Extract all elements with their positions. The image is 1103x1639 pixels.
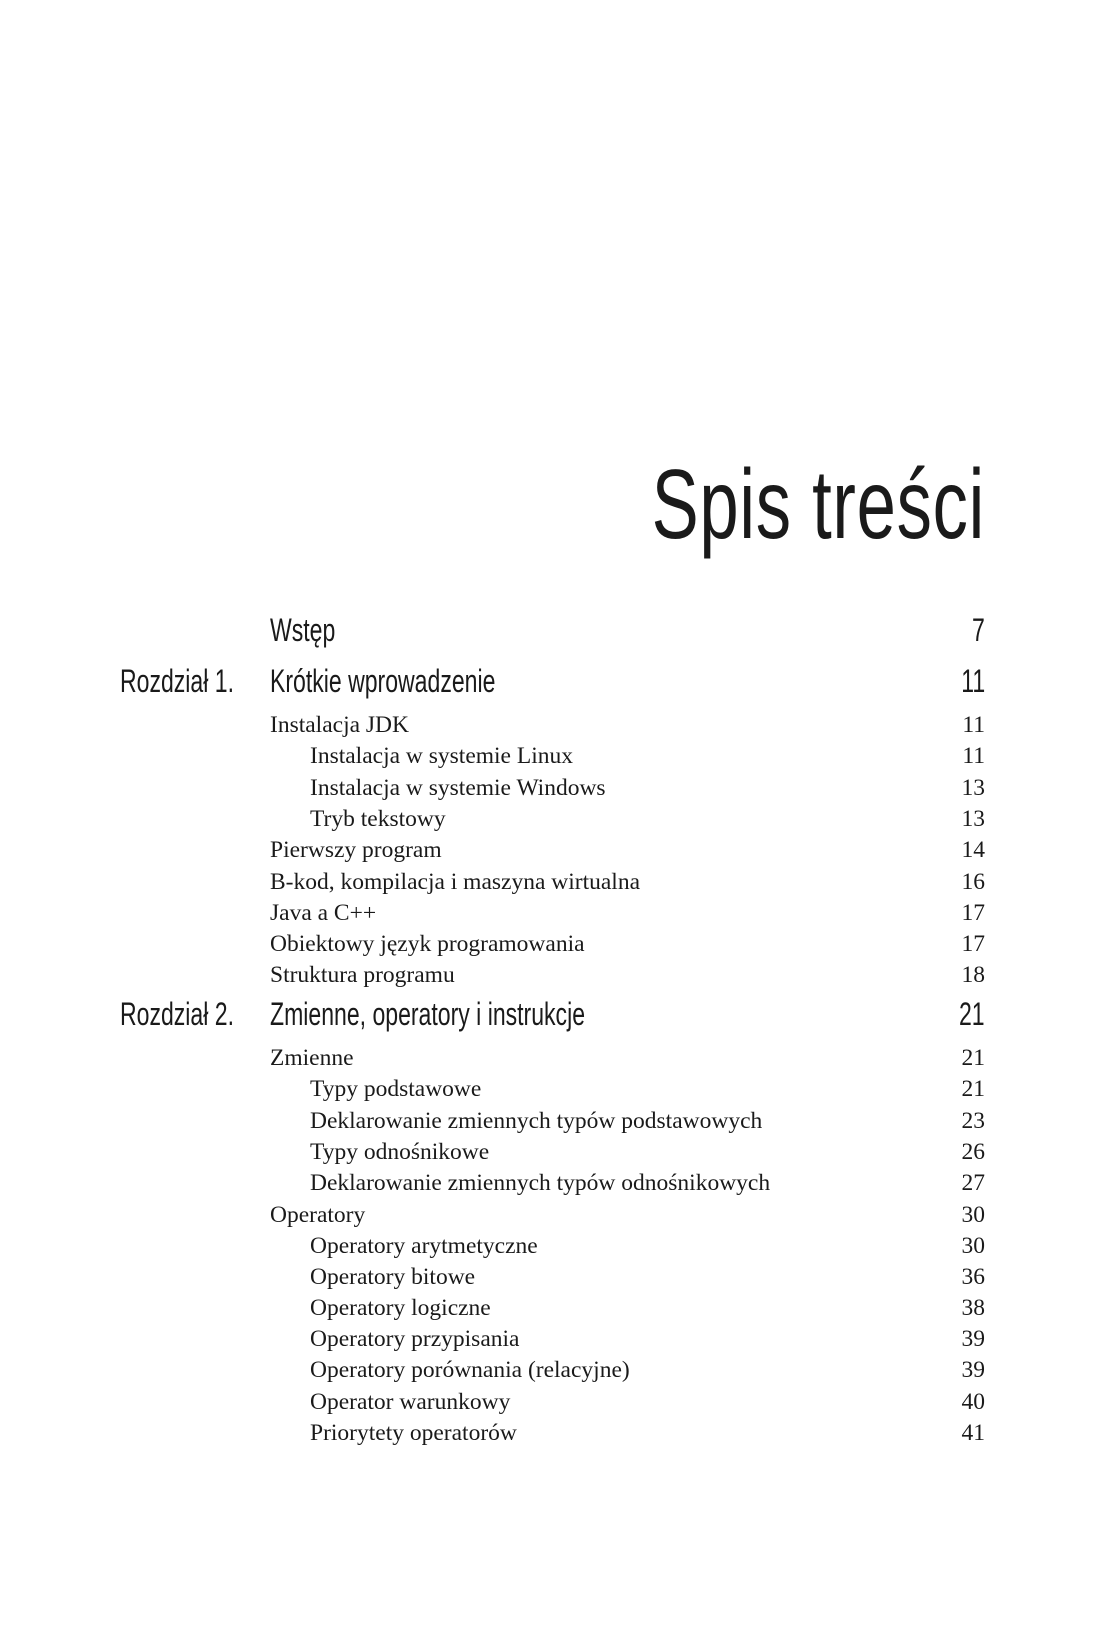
toc-subentry-title: Typy odnośnikowe [310, 1138, 490, 1165]
toc-entry[interactable] [0, 828, 1103, 862]
toc-entry-page: 16 [961, 868, 985, 895]
toc-subentry[interactable] [0, 1348, 1103, 1382]
toc-subentry-title: Priorytety operatorów [310, 1419, 517, 1446]
toc-subentry[interactable] [0, 1067, 1103, 1101]
chapter-2-label: Rozdział 2. [120, 996, 234, 1032]
toc-subentry-title: Instalacja w systemie Windows [310, 774, 606, 801]
toc-subentry[interactable] [0, 1286, 1103, 1320]
toc-subentry-page: 39 [961, 1325, 985, 1352]
toc-subentry[interactable] [0, 1411, 1103, 1445]
toc-subentry-title: Operatory porównania (relacyjne) [310, 1356, 630, 1383]
toc-entry-title: Pierwszy program [270, 836, 442, 863]
toc-subentry-page: 21 [961, 1075, 985, 1102]
toc-subentry[interactable] [0, 797, 1103, 831]
toc-entry-title: Zmienne [270, 1044, 354, 1071]
toc-subentry[interactable] [0, 1130, 1103, 1164]
toc-entry[interactable] [0, 703, 1103, 737]
toc-subentry-title: Operator warunkowy [310, 1388, 511, 1415]
toc-subentry-page: 40 [961, 1388, 985, 1415]
toc-entry-page: 17 [961, 899, 985, 926]
page-title: Spis treści [651, 449, 985, 559]
toc-subentry-title: Tryb tekstowy [310, 805, 446, 832]
toc-entry[interactable] [0, 891, 1103, 925]
toc-subentry-title: Operatory przypisania [310, 1325, 520, 1352]
toc-subentry[interactable] [0, 734, 1103, 768]
toc-entry-page: 30 [961, 1201, 985, 1228]
toc-subentry-title: Instalacja w systemie Linux [310, 742, 573, 769]
toc-entry-title: Struktura programu [270, 961, 455, 988]
toc-subentry-page: 13 [961, 805, 985, 832]
toc-subentry[interactable] [0, 1380, 1103, 1414]
toc-subentry-title: Operatory bitowe [310, 1263, 476, 1290]
toc-intro-row[interactable] [0, 612, 1103, 646]
toc-entry[interactable] [0, 953, 1103, 987]
toc-chapter-2-row[interactable] [0, 996, 1103, 1030]
toc-subentry-page: 39 [961, 1356, 985, 1383]
toc-entry[interactable] [0, 860, 1103, 894]
toc-intro-title: Wstęp [270, 612, 336, 648]
toc-subentry[interactable] [0, 766, 1103, 800]
toc-subentry-title: Deklarowanie zmiennych typów podstawowych [310, 1107, 763, 1134]
toc-entry-page: 18 [961, 961, 985, 988]
toc-entry-title: B-kod, kompilacja i maszyna wirtualna [270, 868, 641, 895]
toc-entry-title: Instalacja JDK [270, 711, 409, 738]
chapter-2-page: 21 [959, 996, 985, 1032]
chapter-1-label: Rozdział 1. [120, 663, 234, 699]
toc-entry[interactable] [0, 1036, 1103, 1070]
toc-subentry-page: 36 [961, 1263, 985, 1290]
toc-entry-page: 11 [962, 711, 985, 738]
toc-entry[interactable] [0, 922, 1103, 956]
toc-subentry[interactable] [0, 1224, 1103, 1258]
toc-entry[interactable] [0, 1193, 1103, 1227]
toc-subentry-title: Typy podstawowe [310, 1075, 482, 1102]
toc-subentry-title: Deklarowanie zmiennych typów odnośnikowych [310, 1169, 771, 1196]
toc-subentry[interactable] [0, 1099, 1103, 1133]
toc-subentry-title: Operatory logiczne [310, 1294, 491, 1321]
toc-entry-title: Obiektowy język programowania [270, 930, 585, 957]
toc-entry-page: 14 [961, 836, 985, 863]
toc-subentry[interactable] [0, 1317, 1103, 1351]
toc-subentry[interactable] [0, 1161, 1103, 1195]
toc-subentry-page: 26 [961, 1138, 985, 1165]
toc-subentry-page: 11 [962, 742, 985, 769]
toc-subentry-title: Operatory arytmetyczne [310, 1232, 538, 1259]
toc-subentry-page: 30 [961, 1232, 985, 1259]
toc-subentry[interactable] [0, 1255, 1103, 1289]
toc-intro-page: 7 [972, 612, 985, 648]
toc-subentry-page: 13 [961, 774, 985, 801]
chapter-1-page: 11 [961, 663, 985, 699]
toc-entry-page: 17 [961, 930, 985, 957]
toc-subentry-page: 38 [961, 1294, 985, 1321]
chapter-2-title: Zmienne, operatory i instrukcje [270, 996, 586, 1032]
toc-subentry-page: 41 [961, 1419, 985, 1446]
toc-entry-title: Operatory [270, 1201, 366, 1228]
toc-entry-title: Java a C++ [270, 899, 377, 926]
toc-entry-page: 21 [961, 1044, 985, 1071]
toc-subentry-page: 23 [961, 1107, 985, 1134]
chapter-1-title: Krótkie wprowadzenie [270, 663, 496, 699]
toc-chapter-1-row[interactable] [0, 663, 1103, 697]
toc-subentry-page: 27 [961, 1169, 985, 1196]
